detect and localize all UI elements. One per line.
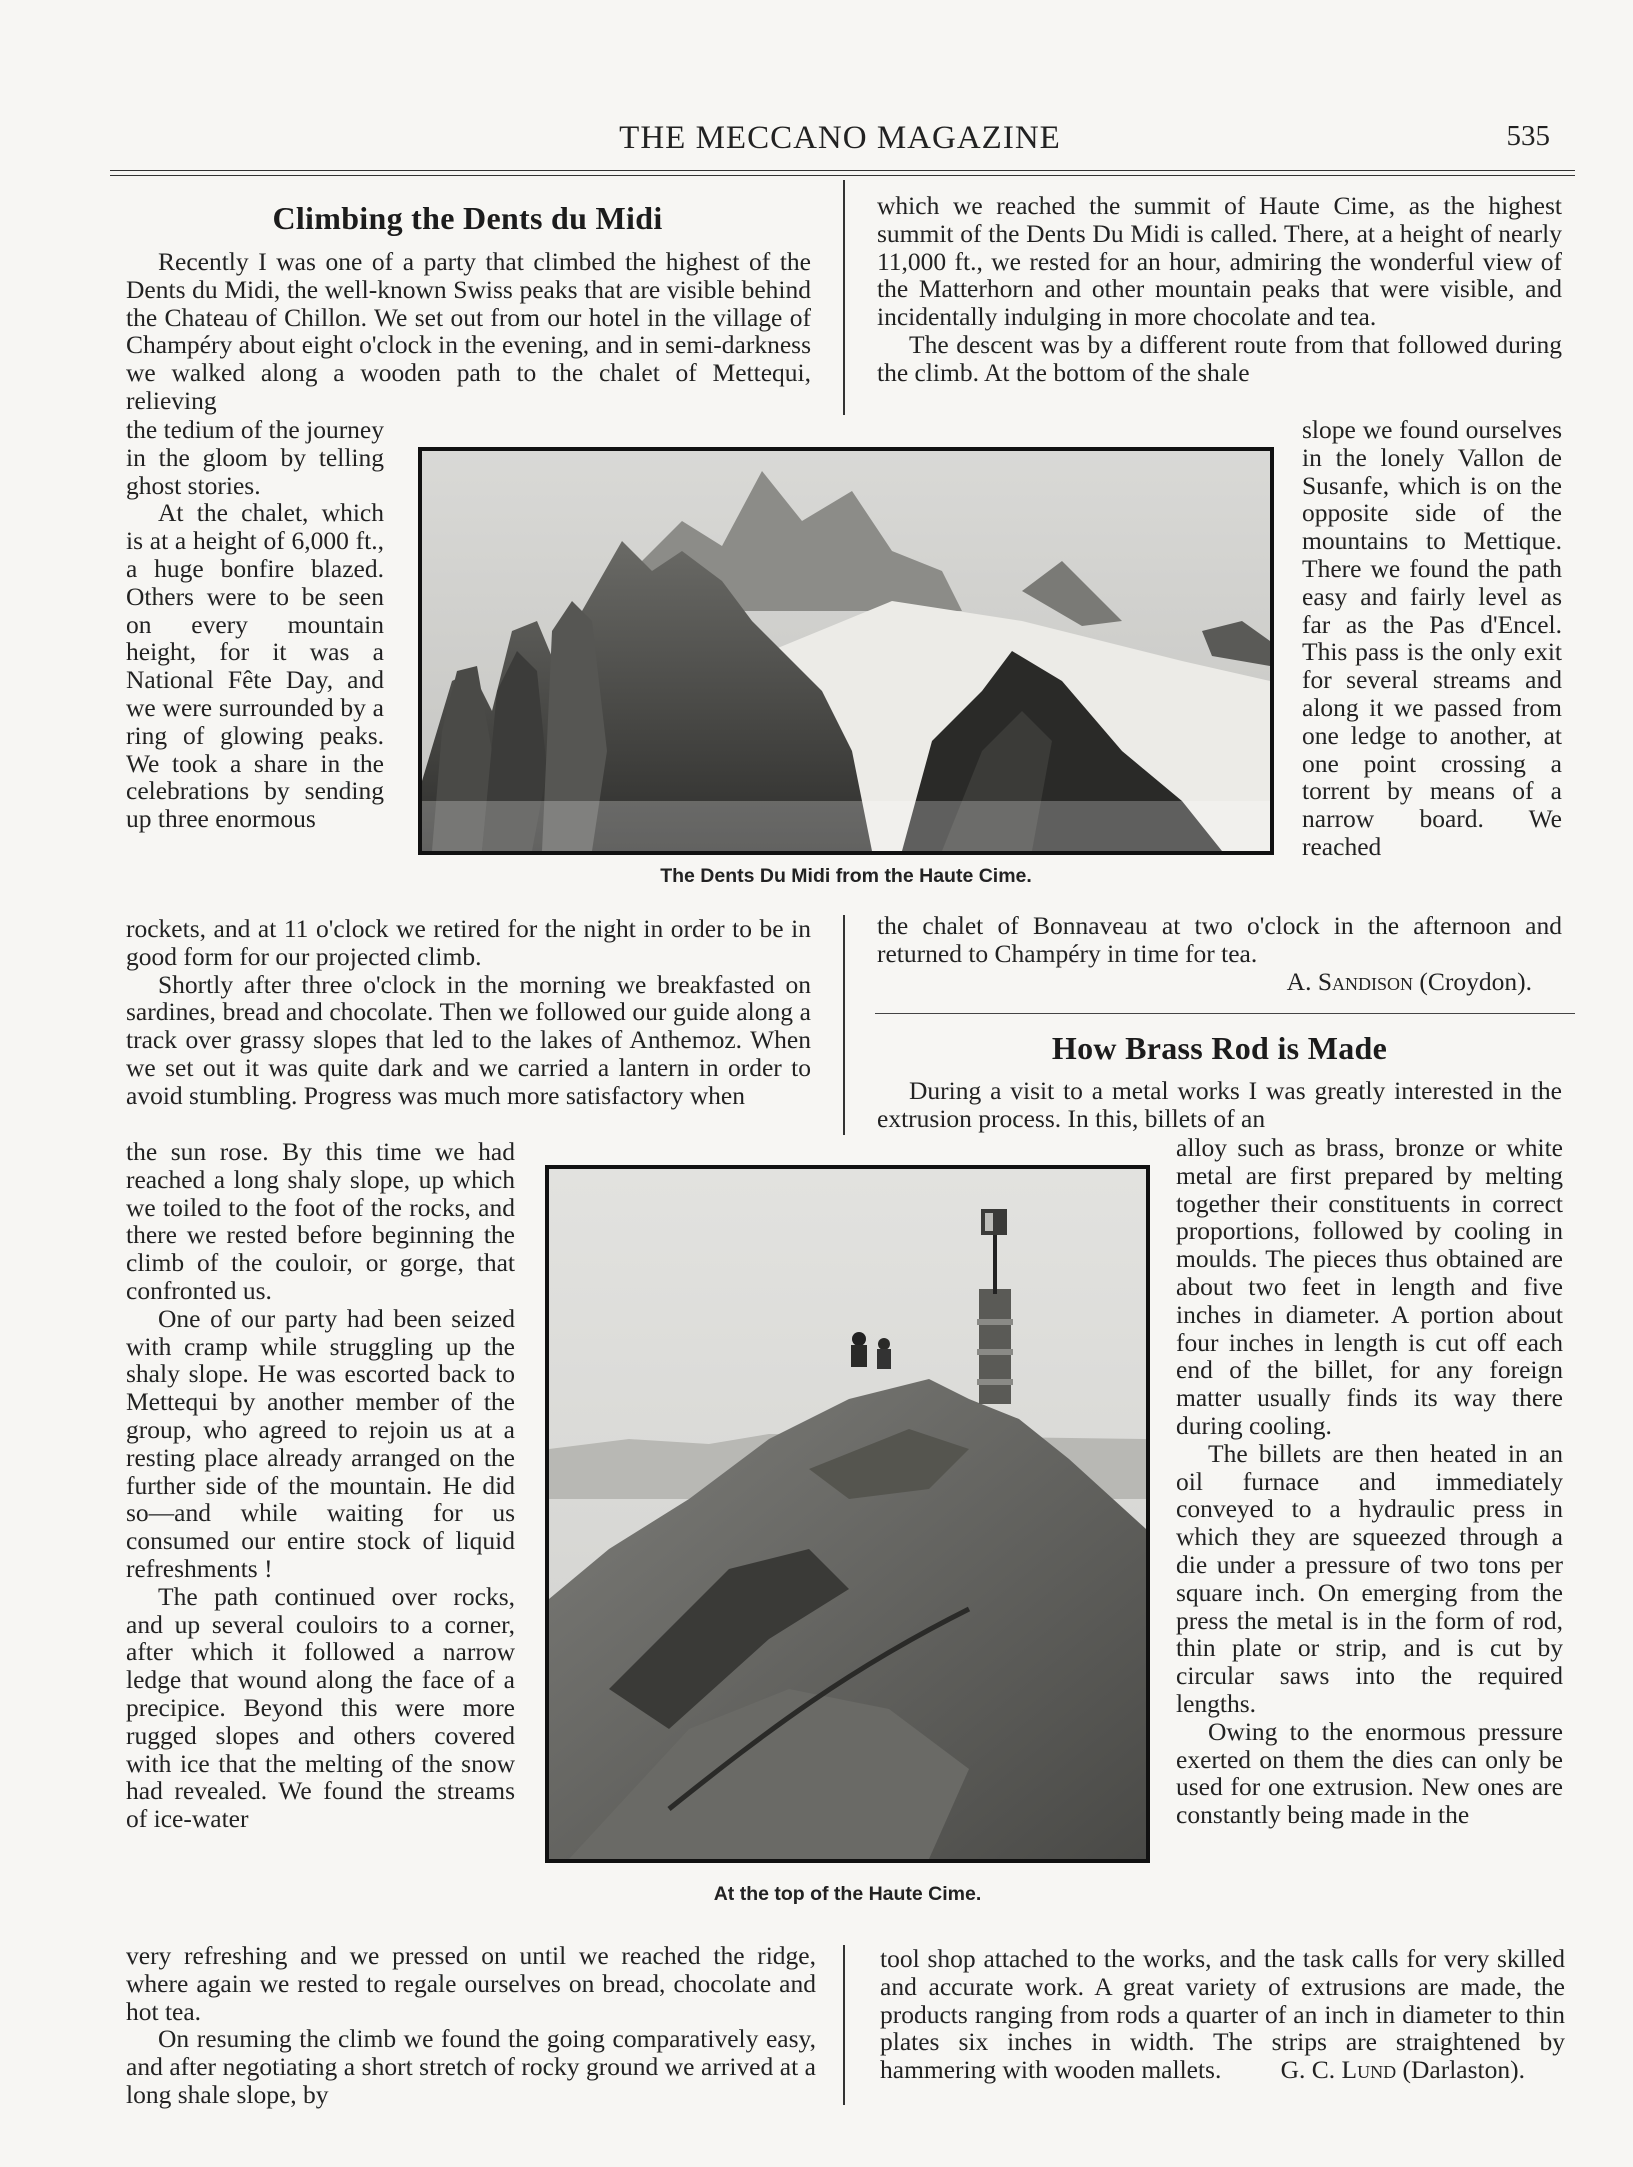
article-text (126, 1138, 515, 1833)
paragraph: At the chalet, which is at a height of 6,000 ft., a huge bonfire blazed. Others were to be seen on every mountain height, for it was a National Fête Day, and we were surrounded by a ring of glowing peaks. We took a share in the celebrations by sending up three enormous (126, 498, 384, 834)
column-divider (843, 180, 845, 415)
paragraph: Recently I was one of a party that climbed the highest of the Dents du Midi, the well-known Swiss peaks that are visible behind the Chateau of Chillon. We set out from our hotel in the village of Champéry about eight o'clock in the evening, and in semi-darkness we walked along a wooden path to the chalet of Mettequi, relieving (126, 247, 811, 415)
paragraph: tool shop attached to the works, and the task calls for very skilled and accurate work. A great variety of extrusions are made, the products ranging from rods a quarter of an inch in diameter to thin plates six inches in width. The strips are straightened by hammering with wooden mallets. (880, 1944, 1565, 2085)
paragraph: slope we found ourselves in the lonely Vallon de Susanfe, which is on the opposite side of the mountains to Mettique. There we found the path easy and fairly level as far as the Pas d'Encel. This pass is the only exit for several streams and along it we passed from one ledge to another, at one point crossing a torrent by means of a narrow board. We reached (1302, 415, 1562, 861)
column-divider (843, 1945, 845, 2105)
author-place: (Croydon). (1419, 966, 1532, 996)
article-text (877, 1077, 1562, 1133)
paragraph: alloy such as brass, bronze or white metal are first prepared by melting together their constituents in correct proportions, followed by cooling in moulds. The pieces thus obtained are about two feet in length and five inches in diameter. A portion about four inches in length is cut off each end of the billet, for any foreign matter usually finds its way there during cooling. (1176, 1133, 1563, 1440)
article-text (126, 248, 811, 415)
article-title: Climbing the Dents du Midi (272, 200, 663, 236)
article-text (1302, 416, 1562, 861)
paragraph: very refreshing and we pressed on until we reached the ridge, where again we rested to regale ourselves on bread, chocolate and hot tea. (126, 1941, 816, 2026)
paragraph: The path continued over rocks, and up several couloirs to a corner, after which it followed a narrow ledge that wound along the face of a precipice. Beyond this were more rugged slopes and others covered with ice that the melting of the snow had revealed. We found the streams of ice-water (126, 1581, 515, 1834)
article-text (877, 192, 1562, 387)
paragraph: The descent was by a different route from that followed during the climb. At the bottom of the shale (877, 329, 1562, 387)
author-name: A. Sandison (1286, 966, 1414, 996)
paragraph: The billets are then heated in an oil furnace and immediately conveyed to a hydraulic press in which they are squeezed through a die under a pressure of two tons per square inch. On emerging from the press the metal is in the form of rod, thin plate or strip, and is cut by circular saws into the required lengths. (1176, 1438, 1563, 1718)
author-signature (877, 968, 1562, 996)
article-text (126, 1942, 816, 2109)
paragraph: the chalet of Bonnaveau at two o'clock in the afternoon and returned to Champéry in time for tea. (877, 911, 1562, 968)
paragraph: the sun rose. By this time we had reached a long shaly slope, up which we toiled to the foot of the rocks, and there we rested before beginning the climb of the couloir, or gorge, that confronted us. (126, 1137, 515, 1305)
summit-cairn-image (549, 1169, 1146, 1859)
author-place: (Darlaston). (1402, 2054, 1525, 2084)
article-text (880, 1945, 1565, 2084)
page-number: 535 (1506, 120, 1550, 152)
article-divider (875, 1013, 1575, 1014)
paragraph: rockets, and at 11 o'clock we retired for the night in order to be in good form for our projected climb. (126, 914, 811, 971)
paragraph: Owing to the enormous pressure exerted on them the dies can only be used for one extrusion. New ones are constantly being made in the (1176, 1716, 1563, 1830)
paragraph: Shortly after three o'clock in the morning we breakfasted on sardines, bread and chocolate. Then we followed our guide along a track over grassy slopes that led to the lakes of Anthemoz. When we set out it was quite dark and we carried a lantern in order to avoid stumbling. Progress was much more satisfactory when (126, 969, 811, 1110)
header-rule (110, 170, 1575, 171)
article-title: How Brass Rod is Made (1051, 1030, 1388, 1066)
magazine-title: THE MECCANO MAGAZINE (619, 120, 1061, 156)
author-name: G. C. Lund (1280, 2054, 1397, 2084)
paragraph: During a visit to a metal works I was greatly interested in the extrusion process. In this, billets of an (877, 1076, 1562, 1133)
page-header (110, 120, 1570, 160)
photo-caption: At the top of the Haute Cime. (713, 1883, 982, 1905)
article-text (1176, 1134, 1563, 1829)
header-rule-2 (110, 175, 1575, 176)
article-text (126, 416, 384, 833)
mountain-peaks-image (422, 451, 1270, 851)
article-text (877, 912, 1562, 995)
photo-caption: The Dents Du Midi from the Haute Cime. (660, 865, 1032, 887)
summit-cairn-photo (545, 1165, 1150, 1863)
paragraph: On resuming the climb we found the going comparatively easy, and after negotiating a short stretch of rocky ground we arrived at a long shale slope, by (126, 2024, 816, 2109)
paragraph: One of our party had been seized with cramp while struggling up the shaly slope. He was escorted back to Mettequi by another member of the group, who agreed to rejoin us at a resting place already arranged on the further side of the mountain. He did so—and while waiting for us consumed our entire stock of liquid refreshments ! (126, 1303, 515, 1583)
article-text (126, 915, 811, 1110)
paragraph: the tedium of the journey in the gloom by telling ghost stories. (126, 415, 384, 500)
paragraph: which we reached the summit of Haute Cime, as the highest summit of the Dents Du Midi is called. There, at a height of nearly 11,000 ft., we rested for an hour, admiring the wonderful view of the Matterhorn and other mountain peaks that were visible, and incidentally indulging in more chocolate and tea. (877, 191, 1562, 332)
column-divider (843, 915, 845, 1135)
mountain-peaks-photo (418, 447, 1274, 855)
